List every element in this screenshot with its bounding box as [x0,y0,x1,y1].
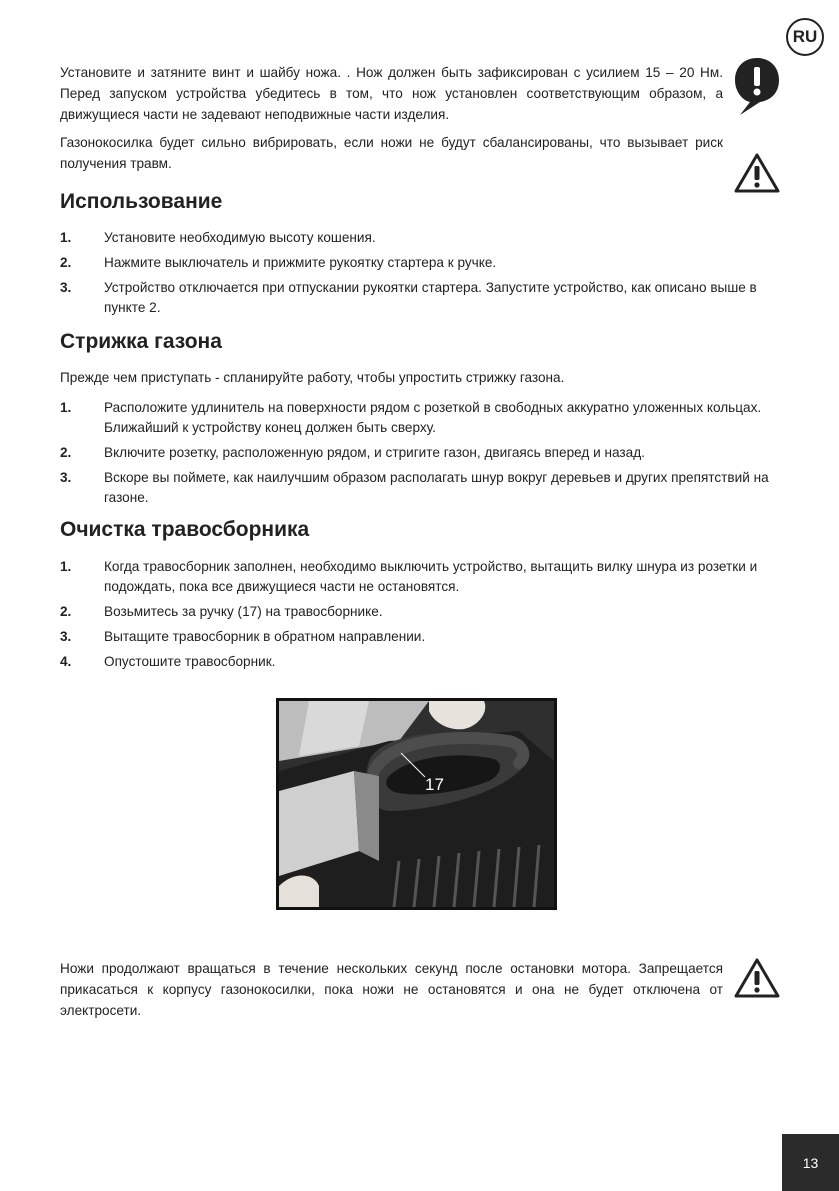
grass-catcher-illustration [279,701,554,907]
section-title-usage: Использование [60,190,223,213]
list-item: 3. Устройство отключается при отпускании рукоятки стартера. Запустите устройство, как описано выше в пункте 2. [60,280,757,315]
notice-icon [732,55,782,117]
list-item: 4. Опустошите травосборник. [60,654,276,669]
usage-list [60,228,772,323]
page-number: 13 [782,1134,839,1191]
cleaning-list [60,557,772,677]
blade-warning-text: Ножи продолжают вращаться в течение нескольких секунд после остановки мотора. Запрещается прикасаться к корпусу газонокосилки, пока ножи не остановятся и она не будет отключена от электросети. [60,961,723,1018]
list-item: 1. Расположите удлинитель на поверхности рядом с розеткой в свободных аккуратно уложенных кольцах. Ближайший к устройству конец должен быть сверху. [60,400,762,435]
list-item: 1. Когда травосборник заполнен, необходимо выключить устройство, вытащить вилку шнура из розетки и подождать, пока все движущиеся части не остановятся. [60,559,758,594]
intro-paragraph-1: Установите и затяните винт и шайбу ножа. . Нож должен быть зафиксирован с усилием 15 – 20 Нм. Перед запуском устройства убедитесь в том, что нож установлен соответствующим образом, а движущиеся части не задевают неподвижные части изделия. [60,65,723,122]
grass-catcher-photo [276,698,557,910]
list-item: 3. Вытащите травосборник в обратном направлении. [60,629,426,644]
callout-label-17: 17 [425,775,444,794]
section-title-mowing: Стрижка газона [60,330,222,353]
mowing-intro: Прежде чем приступать - спланируйте работу, чтобы упростить стрижку газона. [60,370,565,385]
language-badge: RU [786,18,824,56]
warning-triangle-icon [733,957,781,999]
list-item: 2. Включите розетку, расположенную рядом, и стригите газон, двигаясь вперед и назад. [60,445,645,460]
list-item: 1. Установите необходимую высоту кошения. [60,230,376,245]
list-item: 2. Возьмитесь за ручку (17) на травосборнике. [60,604,383,619]
list-item: 2. Нажмите выключатель и прижмите рукоятку стартера к ручке. [60,255,497,270]
list-item: 3. Вскоре вы поймете, как наилучшим образом располагать шнур вокруг деревьев и других препятствий на газоне. [60,470,769,505]
intro-paragraph-2: Газонокосилка будет сильно вибрировать, если ножи не будут сбалансированы, что вызывает риск получения травм. [60,135,723,171]
section-title-cleaning: Очистка травосборника [60,518,310,541]
warning-triangle-icon [733,152,781,194]
mowing-list [60,398,772,513]
